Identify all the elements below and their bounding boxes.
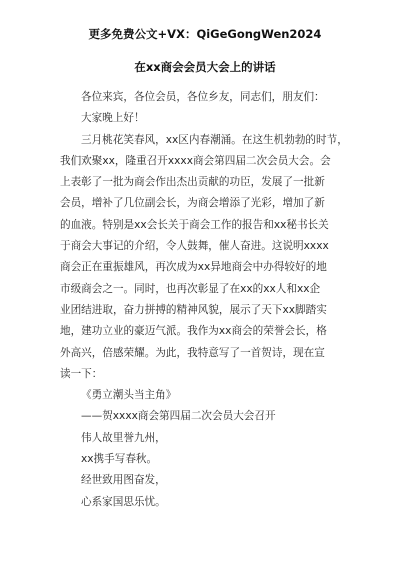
poem-line: 心系家国思乐忧。 — [81, 495, 166, 508]
poem-line: 伟人故里誉九州， — [81, 431, 166, 444]
paragraph-line: 三月桃花笑春风，xx区内春潮涌。在这生机勃勃的时节， — [81, 133, 348, 146]
paragraph-line: 业团结进取，奋力拼搏的精神风貌，展示了天下xx脚踏实 — [60, 303, 327, 316]
paragraph-line: 外高兴，倍感荣耀。为此，我特意写了一首贺诗，现在宣 — [60, 346, 325, 359]
paragraph-line: 会员，增补了几位副会长，为商会增添了光彩，增加了新 — [60, 197, 325, 210]
greeting-line: 大家晚上好！ — [81, 112, 145, 125]
paragraph-line: 商会正在重振雄风，再次成为xx异地商会中办得较好的地 — [60, 261, 327, 274]
document-title: 在xx商会会员大会上的讲话 — [134, 60, 276, 74]
promo-banner: 更多免费公文+VX：QiGeGongWen2024 — [88, 27, 322, 41]
poem-title: 《勇立潮头当主角》 — [81, 389, 177, 402]
paragraph-line: 市级商会之一。同时，也再次彰显了在xx的xx人和xx企 — [60, 282, 321, 295]
poem-line: xx携手写春秋。 — [81, 453, 158, 466]
paragraph-line: 我们欢聚xx，隆重召开xxxx商会第四届二次会员大会。会 — [60, 154, 331, 167]
poem-subtitle: ——贺xxxx商会第四届二次会员大会召开 — [81, 410, 276, 423]
document-body — [60, 87, 360, 513]
poem-line: 经世致用图奋发， — [81, 474, 166, 487]
paragraph-line: 地，建功立业的豪迈气派。我作为xx商会的荣誉会长，格 — [60, 325, 327, 338]
paragraph-line: 读一下： — [60, 367, 103, 380]
paragraph-line: 于商会大事记的介绍，令人鼓舞，催人奋进。这说明xxxx — [60, 240, 329, 253]
salutation-line: 各位来宾，各位会员，各位乡友，同志们，朋友们： — [81, 91, 325, 103]
paragraph-line: 的血液。特别是xx会长关于商会工作的报告和xx秘书长关 — [60, 218, 329, 231]
paragraph-line: 上表彰了一批为商会作出杰出贡献的功臣，发展了一批新 — [60, 176, 325, 189]
